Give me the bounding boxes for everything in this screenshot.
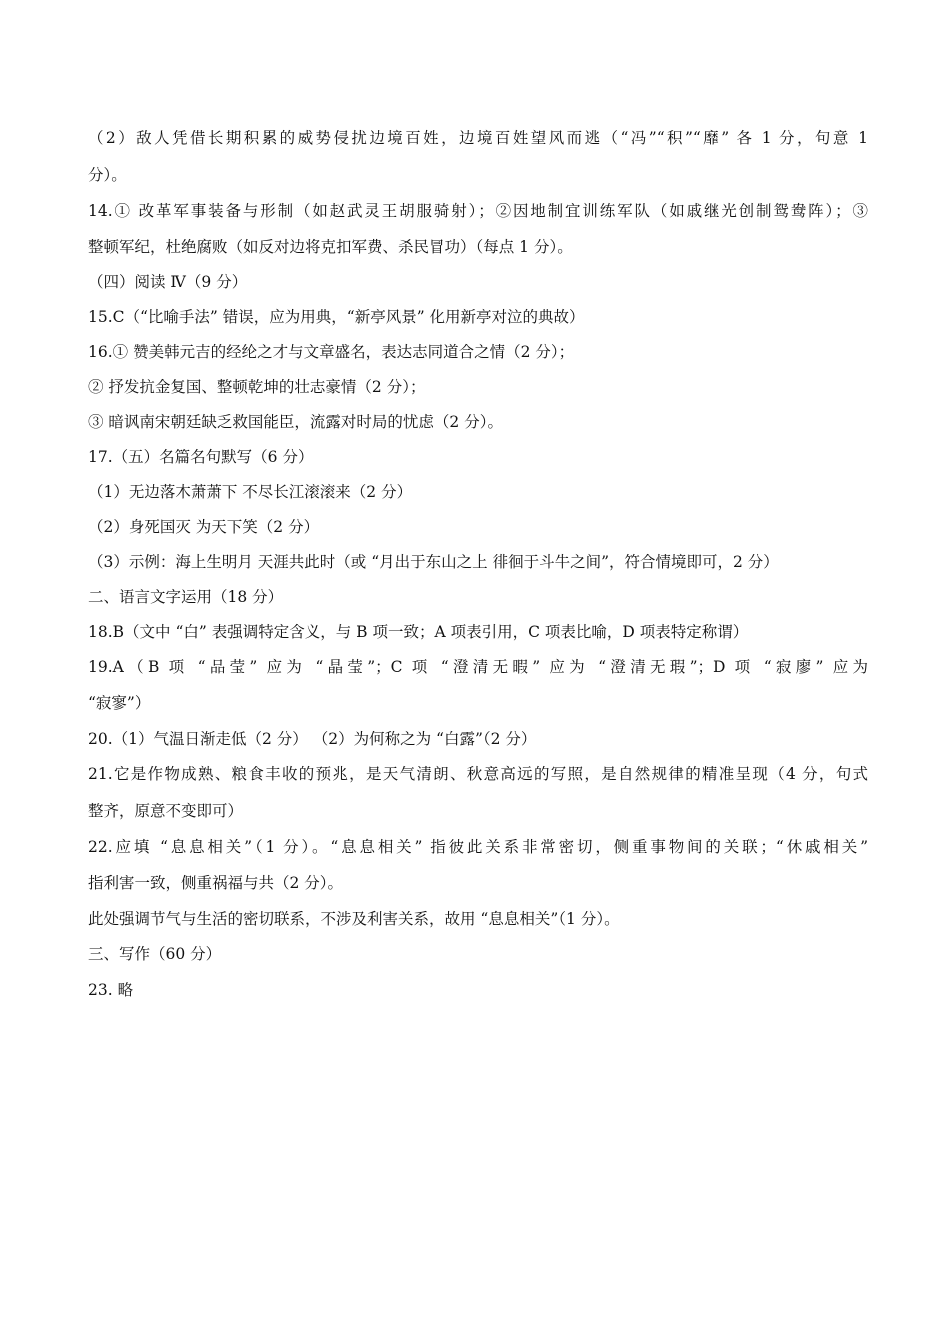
answer-22-line-3: 此处强调节气与生活的密切联系，不涉及利害关系，故用 “息息相关”（1 分）。 — [88, 910, 620, 928]
answer-19-line-1: 19.A（B 项 “品莹” 应为 “晶莹”；C 项 “澄清无暇” 应为 “澄清无瑕”；D 项 “寂廖” 应为 — [88, 658, 868, 676]
answer-13-2-line-2: 分）。 — [88, 166, 127, 184]
section-reading-4-heading: （四）阅读 Ⅳ（9 分） — [88, 273, 248, 291]
answer-17-heading: 17.（五）名篇名句默写（6 分） — [88, 448, 314, 466]
answer-21-line-1: 21.它是作物成熟、粮食丰收的预兆，是天气清朗、秋意高远的写照，是自然规律的精准呈现（4 分，句式 — [88, 765, 868, 783]
answer-13-2-line-1: （2）敌人凭借长期积累的威势侵扰边境百姓，边境百姓望风而逃（“冯”“积”“靡” 各 1 分，句意 1 — [88, 129, 868, 147]
answer-17-2: （2）身死国灭 为天下笑（2 分） — [88, 518, 320, 536]
section-writing-heading: 三、写作（60 分） — [88, 945, 222, 963]
section-language-heading: 二、语言文字运用（18 分） — [88, 588, 284, 606]
answer-15: 15.C（“比喻手法” 错误，应为用典，“新亭风景” 化用新亭对泣的典故） — [88, 308, 585, 326]
answer-14-line-1: 14.① 改革军事装备与形制（如赵武灵王胡服骑射）；②因地制宜训练军队（如戚继光创制鸳鸯阵）；③ — [88, 202, 868, 220]
answer-16-point-2: ② 抒发抗金复国、整顿乾坤的壮志豪情（2 分）； — [88, 378, 426, 396]
answer-22-line-2: 指利害一致，侧重祸福与共（2 分）。 — [88, 874, 344, 892]
answer-20: 20.（1）气温日渐走低（2 分） （2）为何称之为 “白露”（2 分） — [88, 730, 537, 748]
answer-22-line-1: 22.应填 “息息相关”（1 分）。“息息相关” 指彼此关系非常密切，侧重事物间的关联；“休戚相关” — [88, 838, 868, 856]
answer-23: 23. 略 — [88, 981, 134, 999]
answer-18: 18.B（文中 “白” 表强调特定含义，与 B 项一致；A 项表引用，C 项表比喻，D 项表特定称谓） — [88, 623, 749, 641]
answer-16-point-1: 16.① 赞美韩元吉的经纶之才与文章盛名，表达志同道合之情（2 分）； — [88, 343, 575, 361]
answer-17-3: （3）示例：海上生明月 天涯共此时（或 “月出于东山之上 徘徊于斗牛之间”，符合情境即可，2 分） — [88, 553, 779, 571]
answer-19-line-2: “寂寥”） — [88, 694, 151, 712]
answer-14-line-2: 整顿军纪，杜绝腐败（如反对边将克扣军费、杀民冒功）（每点 1 分）。 — [88, 238, 573, 256]
answer-21-line-2: 整齐，原意不变即可） — [88, 802, 244, 820]
answer-16-point-3: ③ 暗讽南宋朝廷缺乏救国能臣，流露对时局的忧虑（2 分）。 — [88, 413, 503, 431]
answer-17-1: （1）无边落木萧萧下 不尽长江滚滚来（2 分） — [88, 483, 413, 501]
